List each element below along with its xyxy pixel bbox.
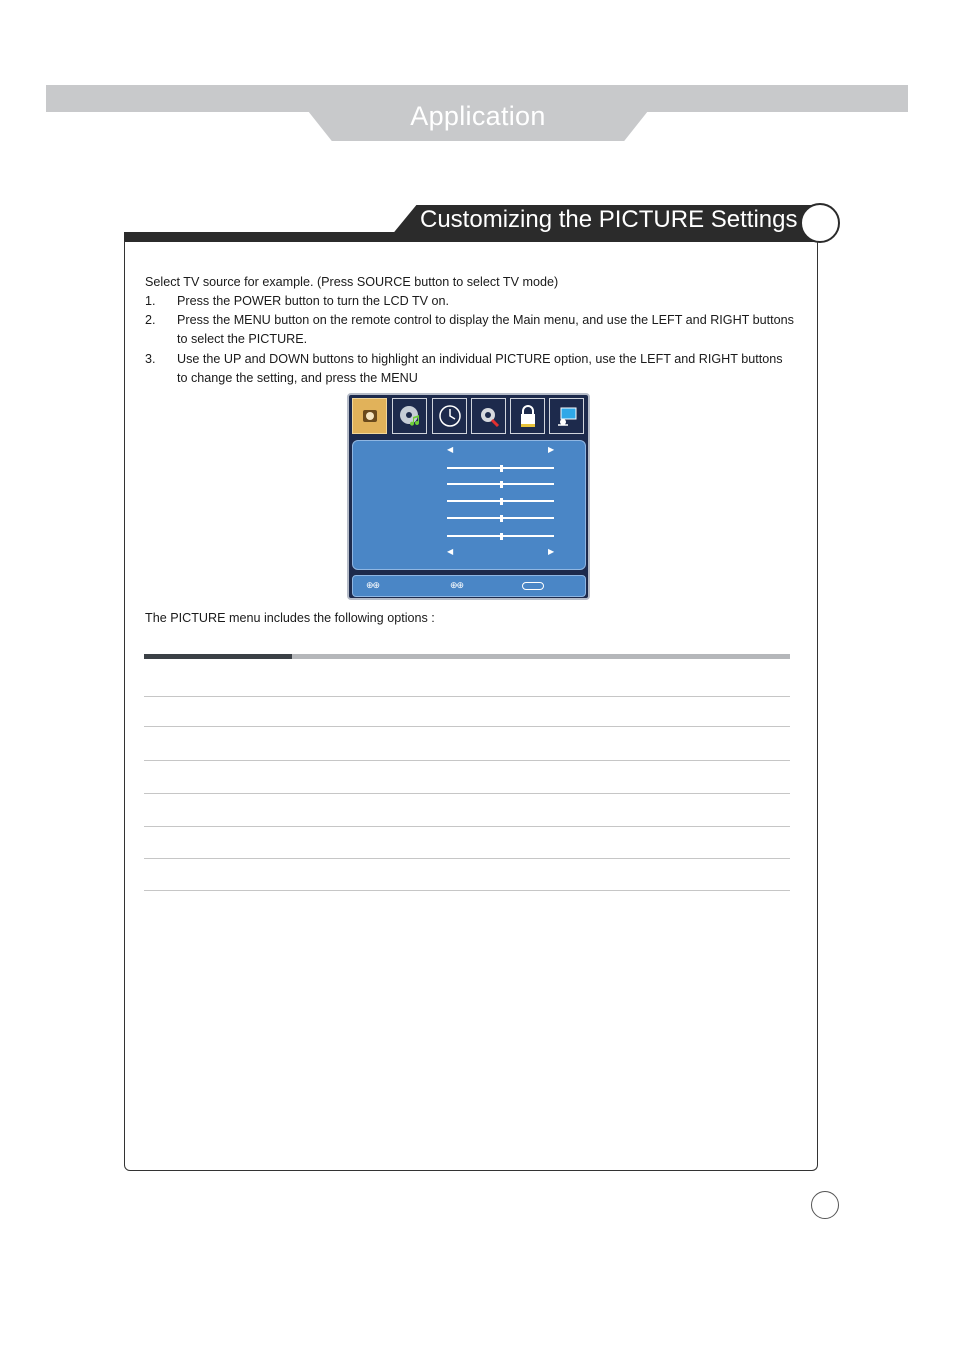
- table-header-right: [292, 654, 790, 659]
- osd-left-arrow: ◀: [447, 547, 454, 556]
- table-row-divider: [144, 760, 790, 761]
- picture-icon: [352, 398, 387, 434]
- sound-icon: [392, 398, 427, 434]
- osd-slider-knob: [500, 515, 503, 522]
- section-title: Customizing the PICTURE Settings: [420, 206, 798, 233]
- osd-right-arrow: ▶: [548, 547, 555, 556]
- table-row-divider: [144, 858, 790, 859]
- setup-icon: [471, 398, 506, 434]
- osd-slider-knob: [500, 481, 503, 488]
- step-3-text: Use the UP and DOWN buttons to highlight an individual PICTURE option, use the LEFT and RIGHT buttons: [177, 352, 783, 366]
- osd-footer-menu-icon: [522, 582, 544, 590]
- osd-footer: [352, 575, 586, 597]
- table-row-divider: [144, 890, 790, 891]
- osd-right-arrow: ▶: [548, 445, 555, 454]
- table-header-left: [144, 654, 292, 659]
- table-row-divider: [144, 826, 790, 827]
- osd-slider-knob: [500, 533, 503, 540]
- page-number-circle: [811, 1191, 839, 1219]
- intro-text: Select TV source for example. (Press SOURCE button to select TV mode): [145, 275, 559, 289]
- osd-slider-knob: [500, 498, 503, 505]
- osd-slider-knob: [500, 465, 503, 472]
- step-2-text-cont: to select the PICTURE.: [177, 332, 308, 346]
- section-circle: [800, 203, 840, 243]
- table-row-divider: [144, 793, 790, 794]
- step-1-number: 1.: [145, 294, 156, 308]
- osd-footer-move-icon: ⊕⊕: [450, 580, 464, 590]
- table-row-divider: [144, 696, 790, 697]
- header-title: Application: [410, 101, 546, 131]
- channel-icon: [549, 398, 584, 434]
- clock-icon: [432, 398, 467, 434]
- options-intro: The PICTURE menu includes the following options :: [145, 611, 435, 625]
- step-2-number: 2.: [145, 313, 156, 327]
- step-3-number: 3.: [145, 352, 156, 366]
- table-row-divider: [144, 726, 790, 727]
- osd-footer-select-icon: ⊕⊕: [366, 580, 380, 590]
- step-1-text: Press the POWER button to turn the LCD TV on.: [177, 294, 450, 308]
- lock-icon: [510, 398, 545, 434]
- osd-left-arrow: ◀: [447, 445, 454, 454]
- step-3-text-cont: to change the setting, and press the MENU: [177, 371, 418, 385]
- step-2-text: Press the MENU button on the remote control to display the Main menu, and use the LEFT and RIGHT buttons: [177, 313, 794, 327]
